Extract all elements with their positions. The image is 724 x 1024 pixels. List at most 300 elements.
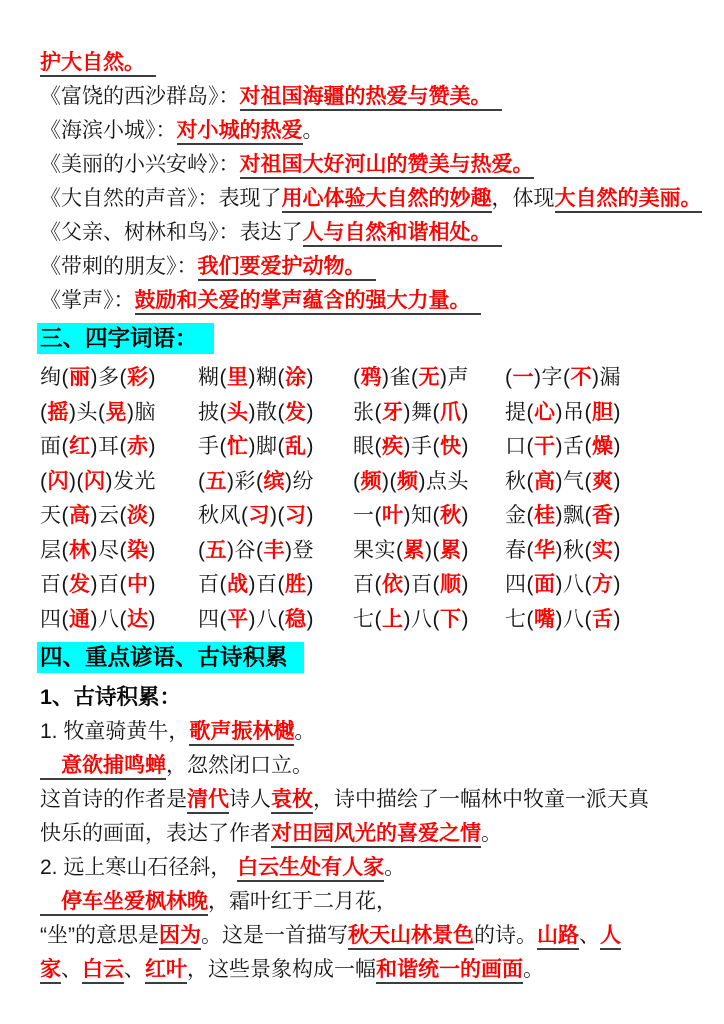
fill-in-red-char: 疾 xyxy=(382,435,404,458)
paren: ) xyxy=(248,435,256,458)
answer-red-text: 大自然的美丽。 xyxy=(555,187,702,213)
plain-char: 秋风 xyxy=(198,504,241,527)
fill-in-red-char: 染 xyxy=(127,538,149,562)
plain-text: ，霜叶红于二月花， xyxy=(208,890,397,913)
fill-in-red-char: 一 xyxy=(512,366,534,389)
paren: ) xyxy=(248,573,256,596)
plain-char: 秋 xyxy=(505,469,527,493)
fill-in-red-char: 香 xyxy=(592,504,614,527)
paren: ( xyxy=(432,504,440,527)
section4-header-text: 四、重点谚语、古诗积累 xyxy=(37,642,304,673)
fill-in-red-char: 发 xyxy=(285,400,307,424)
paren: ( xyxy=(277,573,285,596)
paren: ) xyxy=(403,435,411,458)
answer-red-text: 白云生处有人家 xyxy=(237,856,384,882)
paren: ( xyxy=(432,400,440,424)
fill-in-red-char: 实 xyxy=(592,538,614,562)
answer-red-text: 对小城的热爱 xyxy=(177,119,303,145)
fill-in-red-char: 缤 xyxy=(263,469,285,493)
text-line xyxy=(40,80,688,114)
answer-red-text: 对祖国海疆的热爱与赞美。 xyxy=(240,85,503,111)
plain-text: 。 xyxy=(294,720,316,743)
paren: ( xyxy=(219,573,227,596)
paren: ( xyxy=(526,607,534,631)
answer-red-text: 因为 xyxy=(159,924,201,950)
paren: ( xyxy=(526,469,534,493)
plain-char: 果实 xyxy=(353,538,396,562)
plain-char: 飘 xyxy=(563,504,585,527)
plain-text: 《掌声》： xyxy=(40,289,135,312)
four-char-word xyxy=(505,430,688,465)
paren: ) xyxy=(461,435,469,458)
fill-in-red-char: 叶 xyxy=(382,504,404,527)
fill-in-red-char: 不 xyxy=(570,366,592,389)
plain-char: 百 xyxy=(353,573,375,596)
plain-text: 《富饶的西沙群岛》： xyxy=(40,85,240,108)
paren: ( xyxy=(98,400,106,424)
fill-in-red-char: 爽 xyxy=(592,469,614,493)
paren: ) xyxy=(248,607,256,631)
paren: ( xyxy=(526,435,534,458)
answer-red-text: 人与自然和谐相处。 xyxy=(303,221,503,247)
plain-char: 字 xyxy=(541,366,563,389)
plain-text: 。 xyxy=(384,856,406,879)
paren: ) xyxy=(306,504,314,527)
four-char-word xyxy=(198,430,353,465)
paren: ( xyxy=(526,538,534,562)
plain-char: 四 xyxy=(198,607,220,631)
paren: ) xyxy=(148,366,156,389)
four-char-word xyxy=(198,396,353,431)
paren: ) xyxy=(613,607,621,631)
fill-in-red-char: 燥 xyxy=(592,435,614,458)
four-char-word xyxy=(40,396,198,431)
paren: ( xyxy=(119,366,127,389)
four-char-word xyxy=(198,534,353,569)
plain-char: 百 xyxy=(198,573,220,596)
paren: ( xyxy=(505,366,513,389)
text-line xyxy=(40,284,688,318)
fill-in-red-char: 里 xyxy=(227,366,249,389)
paren: ( xyxy=(119,538,127,562)
plain-char: 声 xyxy=(447,366,469,389)
four-char-word xyxy=(353,534,505,569)
answer-red-text: 鼓励和关爱的掌声蕴含的强大力量。 xyxy=(135,289,482,315)
four-char-word xyxy=(40,534,198,569)
text-line xyxy=(40,182,702,216)
plain-text: 。这是一首描写 xyxy=(201,924,348,947)
four-char-word xyxy=(198,465,353,500)
paren: ) xyxy=(227,469,235,493)
plain-char: 耳 xyxy=(98,435,120,458)
paren: ( xyxy=(526,573,534,596)
text-line xyxy=(40,250,688,284)
paren: ) xyxy=(555,538,563,562)
paren: ) xyxy=(285,469,293,493)
paren: ( xyxy=(584,469,592,493)
plain-char: 谷 xyxy=(234,538,256,562)
paren: ) xyxy=(613,538,621,562)
paren: ( xyxy=(374,607,382,631)
four-char-word xyxy=(353,465,505,500)
plain-char: 手 xyxy=(198,435,220,458)
fill-in-red-char: 下 xyxy=(440,607,462,631)
four-char-word xyxy=(505,396,688,431)
plain-char: 糊 xyxy=(198,366,220,389)
plain-text: 。 xyxy=(481,822,502,845)
paren: ( xyxy=(432,538,440,562)
plain-char: 八 xyxy=(563,573,585,596)
paren: ( xyxy=(256,469,264,493)
four-char-words-grid xyxy=(40,361,688,637)
plain-char: 气 xyxy=(563,469,585,493)
plain-char: 脚 xyxy=(256,435,278,458)
four-char-word xyxy=(505,361,688,396)
fill-in-red-char: 发 xyxy=(69,573,91,596)
fill-in-red-char: 淡 xyxy=(127,504,149,527)
plain-char: 天 xyxy=(40,504,62,527)
text-line xyxy=(40,216,688,250)
paren: ) xyxy=(248,400,256,424)
text-line xyxy=(40,919,688,953)
paren: ( xyxy=(277,366,285,389)
fill-in-red-char: 习 xyxy=(248,504,270,527)
fill-in-red-char: 丰 xyxy=(263,538,285,562)
four-char-word xyxy=(505,499,688,534)
paren: ( xyxy=(411,366,419,389)
paren: ) xyxy=(613,504,621,527)
four-char-word xyxy=(505,568,688,603)
four-char-word xyxy=(353,568,505,603)
plain-char: 头 xyxy=(76,400,98,424)
fill-in-red-char: 彩 xyxy=(127,366,149,389)
plain-text: 、 xyxy=(579,924,600,947)
fill-in-red-char: 快 xyxy=(440,435,462,458)
paren: ) xyxy=(382,366,390,389)
text-line xyxy=(40,749,688,783)
text-line xyxy=(40,148,688,182)
plain-char: 八 xyxy=(563,607,585,631)
paren: ) xyxy=(555,504,563,527)
answer-red-text: 秋天山林景色 xyxy=(348,924,474,950)
paren: ( xyxy=(219,607,227,631)
fill-in-red-char: 频 xyxy=(397,469,419,493)
plain-text: ，这些景象构成一幅 xyxy=(187,958,376,981)
plain-char: 秋 xyxy=(563,538,585,562)
paren: ( xyxy=(277,607,285,631)
plain-char: 尽 xyxy=(98,538,120,562)
fill-in-red-char: 胆 xyxy=(592,400,614,424)
fill-in-red-char: 稳 xyxy=(285,607,307,631)
plain-text: 1. 牧童骑黄牛， xyxy=(40,720,190,743)
fill-in-red-char: 涂 xyxy=(285,366,307,389)
answer-red-text: 对祖国大好河山的赞美与热爱。 xyxy=(240,153,534,179)
plain-char: 吊 xyxy=(563,400,585,424)
poem-subheader: 1、古诗积累： xyxy=(40,685,181,709)
paren: ( xyxy=(432,607,440,631)
answer-red-text: 家 xyxy=(40,958,61,984)
fill-in-red-char: 依 xyxy=(382,573,404,596)
paren: ( xyxy=(40,400,48,424)
paren: ) xyxy=(90,366,98,389)
paren: ( xyxy=(119,573,127,596)
paren: ) xyxy=(90,573,98,596)
fill-in-red-char: 华 xyxy=(534,538,556,562)
paren: ) xyxy=(613,469,621,493)
text-line xyxy=(40,817,688,851)
fill-in-red-char: 无 xyxy=(418,366,440,389)
paren: ( xyxy=(584,538,592,562)
plain-text: ，体现 xyxy=(491,187,555,210)
fill-in-red-char: 嘴 xyxy=(534,607,556,631)
paren: ) xyxy=(555,607,563,631)
four-char-word xyxy=(40,603,198,638)
paren: ) xyxy=(105,469,113,493)
four-char-word xyxy=(40,499,198,534)
four-char-word xyxy=(40,430,198,465)
four-char-word xyxy=(198,603,353,638)
fill-in-red-char: 赤 xyxy=(127,435,149,458)
word-row xyxy=(40,430,688,465)
four-char-word xyxy=(198,499,353,534)
answer-red-text: 和谐统一的画面 xyxy=(376,958,523,984)
plain-char: 七 xyxy=(353,607,375,631)
plain-text: 《大自然的声音》：表现了 xyxy=(40,187,282,210)
fill-in-red-char: 累 xyxy=(403,538,425,562)
paren: ) xyxy=(592,366,600,389)
fill-in-red-char: 高 xyxy=(534,469,556,493)
plain-char: 一 xyxy=(353,504,375,527)
paren: ( xyxy=(584,504,592,527)
plain-char: 点头 xyxy=(426,469,469,493)
plain-char: 百 xyxy=(256,573,278,596)
plain-char: 多 xyxy=(98,366,120,389)
paren: ) xyxy=(270,504,278,527)
plain-char: 四 xyxy=(40,607,62,631)
answer-red-text: 清代 xyxy=(187,788,229,814)
plain-text: 《父亲、树林和鸟》：表达了 xyxy=(40,221,303,244)
plain-char: 登 xyxy=(292,538,314,562)
plain-char: 四 xyxy=(505,573,527,596)
plain-char: 提 xyxy=(505,400,527,424)
fill-in-red-char: 平 xyxy=(227,607,249,631)
paren: ( xyxy=(61,504,69,527)
plain-text: 、 xyxy=(124,958,145,981)
paren: ) xyxy=(148,607,156,631)
paren: ( xyxy=(374,504,382,527)
paren: ( xyxy=(219,400,227,424)
four-char-word xyxy=(353,499,505,534)
text-line xyxy=(40,953,688,987)
plain-char: 雀 xyxy=(389,366,411,389)
plain-char: 云 xyxy=(98,504,120,527)
plain-char: 口 xyxy=(505,435,527,458)
four-char-word xyxy=(353,396,505,431)
paren: ) xyxy=(403,607,411,631)
answer-red-text: 袁枚 xyxy=(271,788,313,814)
plain-text: 《海滨小城》： xyxy=(40,119,177,142)
paren: ) xyxy=(613,400,621,424)
paren: ) xyxy=(555,573,563,596)
poem-section xyxy=(40,715,688,987)
paren: ( xyxy=(389,469,397,493)
answer-red-text: 山路 xyxy=(537,924,579,950)
paren: ( xyxy=(61,573,69,596)
paren: ( xyxy=(396,538,404,562)
plain-char: 脑 xyxy=(134,400,156,424)
paren: ( xyxy=(40,469,48,493)
paren: ( xyxy=(374,573,382,596)
plain-text: 的诗。 xyxy=(474,924,537,947)
fill-in-red-char: 面 xyxy=(534,573,556,596)
paren: ) xyxy=(148,538,156,562)
paren: ) xyxy=(69,400,77,424)
paren: ( xyxy=(277,504,285,527)
paren: ) xyxy=(306,366,314,389)
paren: ( xyxy=(198,538,206,562)
paren: ) xyxy=(306,400,314,424)
plain-char: 八 xyxy=(98,607,120,631)
paren: ) xyxy=(148,435,156,458)
paren: ( xyxy=(584,607,592,631)
fill-in-red-char: 中 xyxy=(127,573,149,596)
paren: ) xyxy=(403,504,411,527)
paren: ( xyxy=(76,469,84,493)
answer-red-text: 停车坐爱枫林晚 xyxy=(40,890,208,916)
word-row xyxy=(40,396,688,431)
section3-header-text: 三、四字词语： xyxy=(37,323,214,354)
paren: ( xyxy=(61,607,69,631)
text-line xyxy=(40,851,688,885)
plain-char: 七 xyxy=(505,607,527,631)
word-row xyxy=(40,534,688,569)
plain-char: 散 xyxy=(256,400,278,424)
text-line xyxy=(40,715,688,749)
paren: ) xyxy=(461,607,469,631)
paren: ( xyxy=(526,504,534,527)
section4-header xyxy=(37,640,688,677)
paren: ( xyxy=(353,366,361,389)
plain-text: 2. 远上寒山石径斜， xyxy=(40,856,238,879)
paren: ( xyxy=(256,538,264,562)
word-row xyxy=(40,568,688,603)
plain-char: 绚 xyxy=(40,366,62,389)
fill-in-red-char: 顺 xyxy=(440,573,462,596)
plain-text: 《美丽的小兴安岭》： xyxy=(40,153,240,176)
text-line xyxy=(40,783,688,817)
paren: ) xyxy=(69,469,77,493)
plain-char: 百 xyxy=(98,573,120,596)
word-row xyxy=(40,499,688,534)
paren: ) xyxy=(306,435,314,458)
paren: ) xyxy=(555,400,563,424)
plain-char: 舌 xyxy=(563,435,585,458)
four-char-word xyxy=(353,603,505,638)
fill-in-red-char: 达 xyxy=(127,607,149,631)
paren: ( xyxy=(374,435,382,458)
four-char-word xyxy=(505,534,688,569)
paren: ( xyxy=(119,435,127,458)
word-row xyxy=(40,603,688,638)
plain-text: 诗人 xyxy=(229,788,271,811)
four-char-word xyxy=(198,361,353,396)
paren: ) xyxy=(534,366,542,389)
text-line xyxy=(40,885,688,919)
answer-red-text: 对田园风光的喜爱之情 xyxy=(271,822,481,848)
text-themes-section xyxy=(40,46,702,318)
paren: ) xyxy=(306,573,314,596)
plain-char: 糊 xyxy=(256,366,278,389)
paren: ) xyxy=(555,435,563,458)
paren: ) xyxy=(403,400,411,424)
paren: ) xyxy=(382,469,390,493)
paren: ) xyxy=(555,469,563,493)
fill-in-red-char: 桂 xyxy=(534,504,556,527)
four-char-word xyxy=(353,430,505,465)
paren: ) xyxy=(90,435,98,458)
plain-char: 百 xyxy=(411,573,433,596)
paren: ) xyxy=(440,366,448,389)
fill-in-red-char: 心 xyxy=(534,400,556,424)
plain-char: 舞 xyxy=(411,400,433,424)
plain-text: 。 xyxy=(302,119,324,142)
four-char-word xyxy=(505,603,688,638)
fill-in-red-char: 习 xyxy=(285,504,307,527)
fill-in-red-char: 胜 xyxy=(285,573,307,596)
plain-char: 手 xyxy=(411,435,433,458)
paren: ) xyxy=(90,607,98,631)
four-char-word xyxy=(40,568,198,603)
paren: ( xyxy=(353,469,361,493)
paren: ( xyxy=(277,400,285,424)
plain-text: ，忽然闭口立。 xyxy=(166,754,313,777)
paren: ) xyxy=(613,573,621,596)
fill-in-red-char: 爪 xyxy=(440,400,462,424)
answer-red-text: 白云 xyxy=(82,958,124,984)
paren: ) xyxy=(403,573,411,596)
section3-header xyxy=(37,321,688,358)
four-char-word xyxy=(353,361,505,396)
plain-char: 发光 xyxy=(113,469,156,493)
answer-red-text: 我们要爱护动物。 xyxy=(198,255,377,281)
fill-in-red-char: 高 xyxy=(69,504,91,527)
fill-in-red-char: 闪 xyxy=(47,469,69,493)
plain-char: 八 xyxy=(411,607,433,631)
paren: ) xyxy=(90,504,98,527)
paren: ) xyxy=(248,366,256,389)
four-char-word xyxy=(505,465,688,500)
fill-in-red-char: 红 xyxy=(69,435,91,458)
plain-char: 眼 xyxy=(353,435,375,458)
answer-red-text: 红叶 xyxy=(145,958,187,984)
paren: ) xyxy=(461,538,469,562)
plain-text: 这首诗的作者是 xyxy=(40,788,187,811)
plain-char: 金 xyxy=(505,504,527,527)
plain-char: 层 xyxy=(40,538,62,562)
fill-in-red-char: 通 xyxy=(69,607,91,631)
paren: ) xyxy=(418,469,426,493)
four-char-word xyxy=(198,568,353,603)
fill-in-red-char: 忙 xyxy=(227,435,249,458)
word-row xyxy=(40,361,688,396)
paren: ( xyxy=(119,607,127,631)
paren: ( xyxy=(198,469,206,493)
text-line xyxy=(40,114,688,148)
paren: ( xyxy=(584,573,592,596)
paren: ( xyxy=(241,504,249,527)
fill-in-red-char: 晃 xyxy=(105,400,127,424)
paren: ) xyxy=(127,400,135,424)
